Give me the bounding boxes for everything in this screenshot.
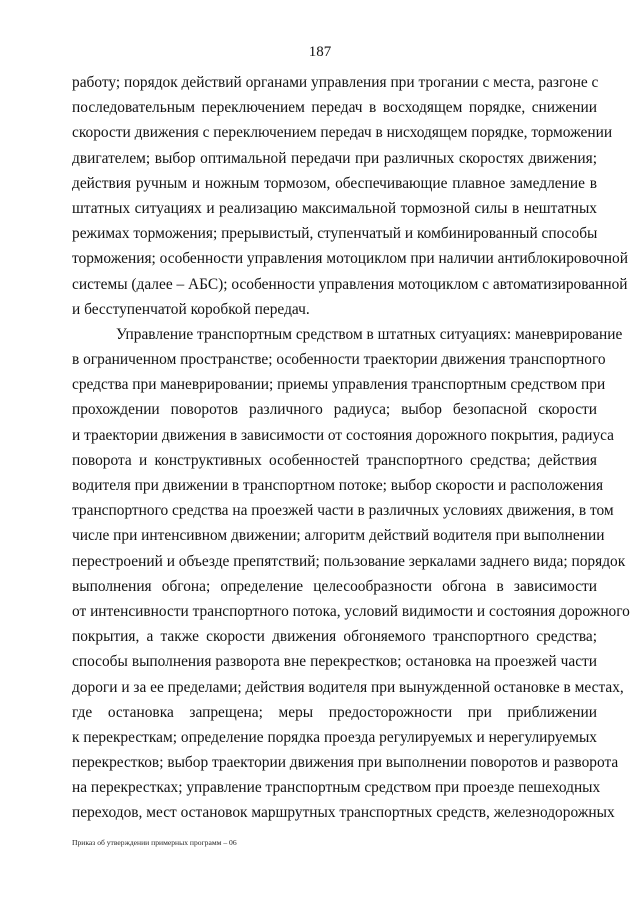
text-line: и бесступенчатой коробкой передач.: [72, 300, 310, 318]
text-line: в ограниченном пространстве; особенности траектории движения транспортного: [72, 351, 606, 369]
text-line: от интенсивности транспортного потока, условий видимости и состояния дорожного: [72, 602, 630, 620]
text-line: к перекресткам; определение порядка проезда регулируемых и нерегулируемых: [72, 728, 597, 746]
text-line: работу; порядок действий органами управления при трогании с места, разгоне с: [72, 74, 599, 91]
footer-note: Приказ об утверждении примерных программ – 06: [72, 838, 237, 847]
text-line: выполнения обгона; определение целесообразности обгона в зависимости: [72, 577, 597, 595]
paragraph-start-line: Управление транспортным средством в штатных ситуациях: маневрирование: [116, 325, 623, 343]
text-line: перестроений и объезде препятствий; пользование зеркалами заднего вида; порядок: [72, 552, 626, 570]
text-line: последовательным переключением передач в восходящем порядке, снижении: [72, 99, 597, 117]
text-line: транспортного средства на проезжей части в различных условиях движения, в том: [72, 502, 614, 520]
text-line: числе при интенсивном движении; алгоритм действий водителя при выполнении: [72, 527, 605, 545]
text-line: системы (далее – АБС); особенности управления мотоциклом с автоматизированной: [72, 275, 628, 293]
text-line: водителя при движении в транспортном потоке; выбор скорости и расположения: [72, 477, 604, 494]
text-line: действия ручным и ножным тормозом, обеспечивающие плавное замедление в: [72, 174, 597, 192]
text-line: способы выполнения разворота вне перекрестков; остановка на проезжей части: [72, 653, 597, 671]
text-line: переходов, мест остановок маршрутных транспортных средств, железнодорожных: [72, 804, 615, 822]
text-line: двигателем; выбор оптимальной передачи при различных скоростях движения;: [72, 149, 597, 167]
text-line: штатных ситуациях и реализацию максимальной тормозной силы в нештатных: [72, 199, 597, 217]
text-line: перекрестков; выбор траектории движения при выполнении поворотов и разворота: [72, 754, 619, 772]
text-line: покрытия, а также скорости движения обгоняемого транспортного средства;: [72, 628, 597, 646]
text-line: на перекрестках; управление транспортным средством при проезде пешеходных: [72, 779, 601, 797]
text-line: режимах торможения; прерывистый, ступенчатый и комбинированный способы: [72, 225, 598, 243]
text-line: где остановка запрещена; меры предосторожности при приближении: [72, 703, 597, 721]
text-line: средства при маневрировании; приемы управления транспортным средством при: [72, 376, 606, 394]
body-text: [72, 70, 630, 826]
text-line: скорости движения с переключением передач в нисходящем порядке, торможении: [72, 124, 613, 142]
text-line: и траектории движения в зависимости от состояния дорожного покрытия, радиуса: [72, 426, 615, 444]
text-line: поворота и конструктивных особенностей транспортного средства; действия: [72, 451, 597, 469]
page-number: 187: [308, 44, 332, 60]
text-line: торможения; особенности управления мотоциклом при наличии антиблокировочной: [72, 250, 628, 268]
text-line: дороги и за ее пределами; действия водителя при вынужденной остановке в местах,: [72, 678, 624, 696]
text-line: прохождении поворотов различного радиуса; выбор безопасной скорости: [72, 401, 597, 419]
